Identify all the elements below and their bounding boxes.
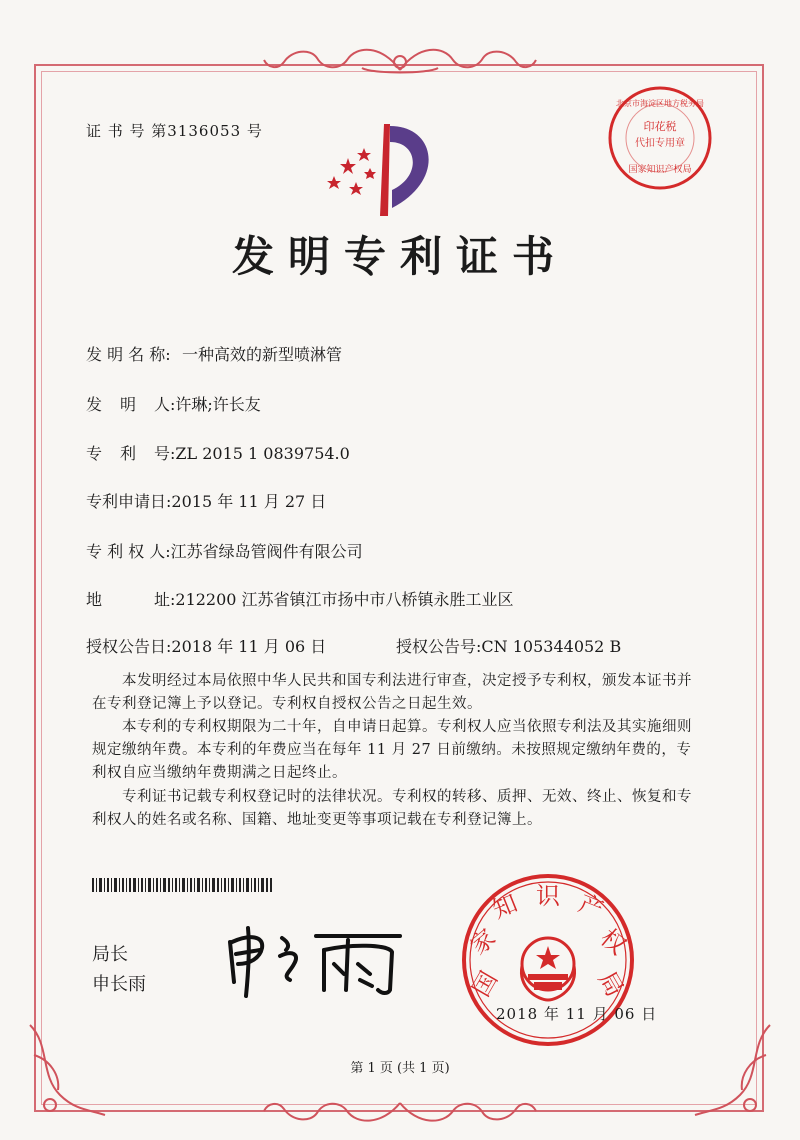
svg-text:代扣专用章: 代扣专用章 [635, 138, 685, 149]
svg-text:产: 产 [574, 889, 608, 925]
grant-number-value: CN 105344052 B [481, 637, 622, 656]
svg-text:知: 知 [488, 889, 522, 925]
svg-text:识: 识 [536, 882, 560, 910]
patent-number-field: 专 利 号 :ZL 2015 1 0839754.0 [86, 441, 350, 464]
barcode-icon [92, 878, 272, 892]
certificate-number: 证 书 号 第3136053 号 [86, 122, 263, 140]
inventor-field: 发 明 人 :许琳;许长友 [86, 392, 261, 415]
tax-seal-icon [606, 84, 714, 192]
grant-date-label: 授权公告日: [86, 637, 172, 656]
patent-number-value: ZL 2015 1 0839754.0 [175, 444, 350, 463]
patent-number-label: 专 利 号 [86, 444, 170, 463]
address-label: 地 址 [86, 590, 170, 609]
svg-text:国: 国 [466, 966, 504, 1002]
invention-name-label: 发 明 名 称: [86, 345, 171, 364]
paragraph-2: 本专利的专利权期限为二十年，自申请日起算。专利权人应当依照专利法及其实施细则规定缴纳年费。本专利的年费应当在每年 11 月 27 日前缴纳。未按照规定缴纳年费的，专利权自应当缴纳年费期满之日起终止。 [92, 719, 692, 781]
filing-date-label: 专利申请日: [86, 492, 172, 511]
page-indicator: 第 1 页 (共 1 页) [350, 1061, 450, 1076]
inventor-label: 发 明 人 [86, 395, 170, 414]
paragraph-1: 本发明经过本局依照中华人民共和国专利法进行审查，决定授予专利权，颁发本证书并在专利登记簿上予以登记。专利权自授权公告之日起生效。 [92, 673, 692, 712]
filing-date-field [86, 489, 326, 512]
inventor-value: 许琳;许长友 [175, 395, 261, 414]
top-ornament-icon [262, 40, 538, 80]
invention-name-value: 一种高效的新型喷淋管 [182, 345, 343, 364]
svg-text:权: 权 [594, 923, 632, 961]
svg-text:印花税: 印花税 [643, 120, 677, 133]
grant-date-field [86, 634, 326, 657]
svg-text:家: 家 [464, 923, 502, 961]
filing-date-value: 2015 年 11 月 27 日 [171, 492, 327, 511]
invention-name-field [86, 342, 342, 365]
director-title: 局长 [92, 944, 128, 965]
svg-text:国家知识产权局: 国家知识产权局 [628, 165, 692, 175]
patentee-value: 江苏省绿岛管阀件有限公司 [170, 542, 363, 561]
seal-date: 2018 年 11 月 06 日 [496, 1005, 658, 1023]
sipo-logo-icon [326, 120, 456, 220]
director-name: 申长雨 [92, 974, 146, 995]
paragraph-3: 专利证书记载专利权登记时的法律状况。专利权的转移、质押、无效、终止、恢复和专利权人的姓名或名称、国籍、地址变更等事项记载在专利登记簿上。 [92, 789, 692, 828]
patentee-label: 专 利 权 人: [86, 542, 171, 561]
address-field: 地 址 :212200 江苏省镇江市扬中市八桥镇永胜工业区 [86, 587, 514, 610]
svg-text:北京市海淀区地方税务局: 北京市海淀区地方税务局 [616, 99, 704, 108]
grant-date-value: 2018 年 11 月 06 日 [171, 637, 327, 656]
bottom-ornament-icon [262, 1095, 538, 1131]
grant-number-field [396, 634, 621, 657]
handwritten-signature-icon [220, 920, 410, 1000]
address-value: 212200 江苏省镇江市扬中市八桥镇永胜工业区 [175, 590, 514, 609]
grant-number-label: 授权公告号: [396, 637, 482, 656]
patentee-field [86, 539, 363, 562]
svg-text:局: 局 [592, 966, 630, 1002]
certificate-title: 发明专利证书 [231, 232, 568, 281]
